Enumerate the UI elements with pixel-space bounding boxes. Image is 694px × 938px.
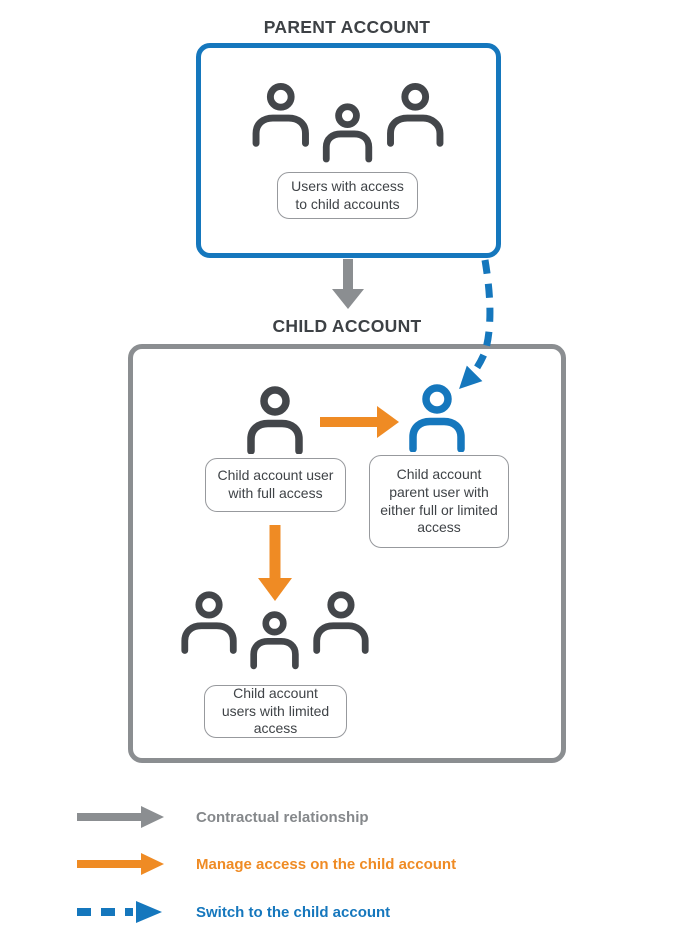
child-full-access-label: Child account user with full access bbox=[205, 458, 346, 512]
user-icon bbox=[243, 386, 307, 454]
parent-account-title: PARENT ACCOUNT bbox=[263, 17, 431, 37]
child-account-box bbox=[128, 344, 566, 763]
users-group-icon bbox=[178, 591, 372, 678]
child-account-title: CHILD ACCOUNT bbox=[272, 316, 422, 336]
parent-users-label: Users with access to child accounts bbox=[277, 172, 418, 219]
legend-item-switch-account bbox=[77, 899, 390, 925]
orange-arrow-icon bbox=[77, 852, 165, 876]
contractual-relationship-arrow bbox=[332, 259, 364, 309]
legend-label-contractual: Contractual relationship bbox=[196, 808, 369, 826]
users-group-icon bbox=[249, 83, 447, 171]
legend-label-manage-access: Manage access on the child account bbox=[196, 855, 457, 873]
gray-arrow-icon bbox=[77, 805, 165, 829]
blue-dashed-arrow-icon bbox=[77, 900, 165, 924]
legend-item-contractual bbox=[77, 804, 369, 830]
child-limited-access-label: Child account users with limited access bbox=[204, 685, 347, 738]
child-parent-user-label: Child account parent user with either full or limited access bbox=[369, 455, 509, 548]
user-icon bbox=[405, 384, 469, 452]
legend-item-manage-access bbox=[77, 851, 456, 877]
legend-label-switch-account: Switch to the child account bbox=[196, 903, 391, 921]
